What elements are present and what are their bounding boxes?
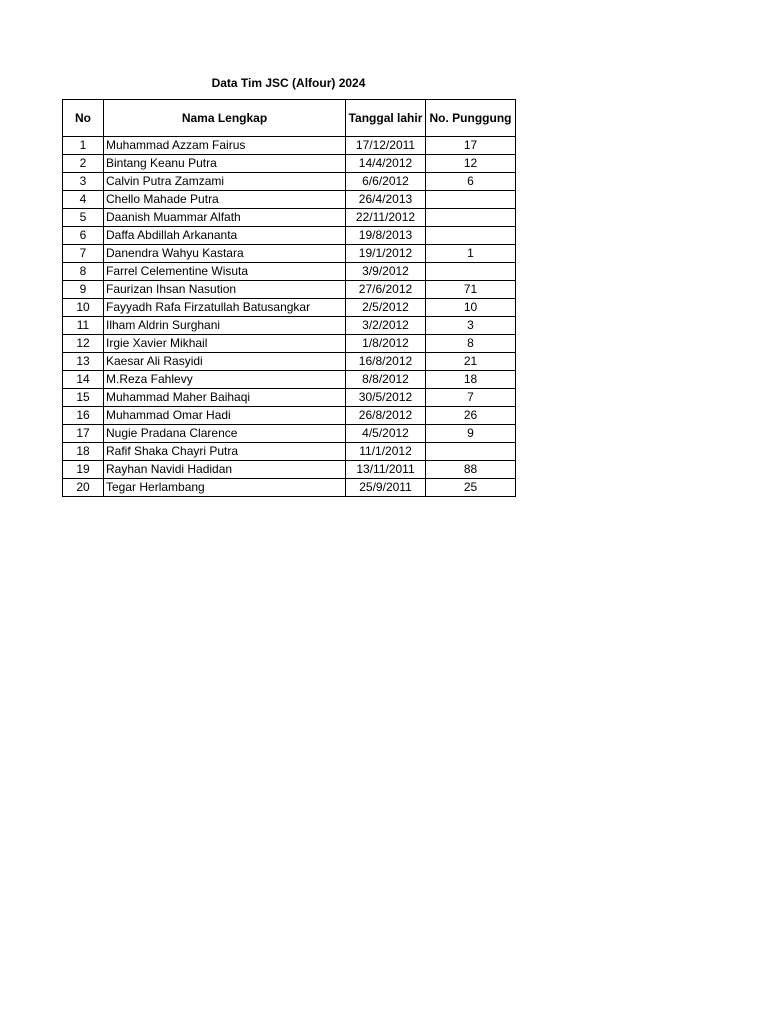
cell-no: 12	[63, 335, 104, 353]
table-body	[63, 137, 516, 497]
column-header-jersey-number: No. Punggung	[426, 100, 516, 137]
cell-no: 8	[63, 263, 104, 281]
cell-jersey-number: 17	[426, 137, 516, 155]
cell-birth-date: 11/1/2012	[346, 443, 426, 461]
cell-name: Calvin Putra Zamzami	[104, 173, 346, 191]
cell-no: 9	[63, 281, 104, 299]
cell-jersey-number: 3	[426, 317, 516, 335]
cell-name: Kaesar Ali Rasyidi	[104, 353, 346, 371]
table-row	[63, 335, 516, 353]
table-row	[63, 209, 516, 227]
cell-jersey-number: 71	[426, 281, 516, 299]
cell-jersey-number: 9	[426, 425, 516, 443]
cell-name: Rafif Shaka Chayri Putra	[104, 443, 346, 461]
cell-birth-date: 3/9/2012	[346, 263, 426, 281]
cell-name: Bintang Keanu Putra	[104, 155, 346, 173]
cell-birth-date: 1/8/2012	[346, 335, 426, 353]
cell-name: M.Reza Fahlevy	[104, 371, 346, 389]
cell-birth-date: 19/8/2013	[346, 227, 426, 245]
cell-name: Nugie Pradana Clarence	[104, 425, 346, 443]
cell-no: 3	[63, 173, 104, 191]
table-row	[63, 173, 516, 191]
cell-jersey-number	[426, 191, 516, 209]
table-row	[63, 389, 516, 407]
cell-jersey-number	[426, 443, 516, 461]
cell-jersey-number	[426, 209, 516, 227]
cell-jersey-number: 18	[426, 371, 516, 389]
cell-no: 20	[63, 479, 104, 497]
cell-name: Muhammad Azzam Fairus	[104, 137, 346, 155]
table-row	[63, 317, 516, 335]
cell-name: Muhammad Maher Baihaqi	[104, 389, 346, 407]
cell-birth-date: 4/5/2012	[346, 425, 426, 443]
cell-no: 2	[63, 155, 104, 173]
cell-no: 6	[63, 227, 104, 245]
cell-name: Farrel Celementine Wisuta	[104, 263, 346, 281]
cell-jersey-number: 88	[426, 461, 516, 479]
cell-name: Danendra Wahyu Kastara	[104, 245, 346, 263]
cell-no: 10	[63, 299, 104, 317]
document-title: Data Tim JSC (Alfour) 2024	[211, 76, 366, 90]
table-row	[63, 371, 516, 389]
cell-no: 1	[63, 137, 104, 155]
cell-no: 4	[63, 191, 104, 209]
table-row	[63, 155, 516, 173]
cell-jersey-number	[426, 263, 516, 281]
cell-name: Muhammad Omar Hadi	[104, 407, 346, 425]
cell-no: 17	[63, 425, 104, 443]
table-header-row	[63, 100, 516, 137]
cell-jersey-number: 25	[426, 479, 516, 497]
table-row	[63, 227, 516, 245]
cell-birth-date: 14/4/2012	[346, 155, 426, 173]
cell-no: 14	[63, 371, 104, 389]
cell-jersey-number: 21	[426, 353, 516, 371]
table-row	[63, 263, 516, 281]
cell-no: 19	[63, 461, 104, 479]
cell-birth-date: 25/9/2011	[346, 479, 426, 497]
column-header-birth-date: Tanggal lahir	[346, 100, 426, 137]
cell-jersey-number: 6	[426, 173, 516, 191]
cell-name: Daanish Muammar Alfath	[104, 209, 346, 227]
cell-name: Irgie Xavier Mikhail	[104, 335, 346, 353]
cell-jersey-number: 8	[426, 335, 516, 353]
table-row	[63, 461, 516, 479]
cell-birth-date: 2/5/2012	[346, 299, 426, 317]
column-header-name: Nama Lengkap	[104, 100, 346, 137]
cell-name: Faurizan Ihsan Nasution	[104, 281, 346, 299]
table-row	[63, 407, 516, 425]
cell-birth-date: 13/11/2011	[346, 461, 426, 479]
cell-no: 16	[63, 407, 104, 425]
team-roster-table	[62, 99, 516, 497]
cell-birth-date: 26/4/2013	[346, 191, 426, 209]
table-row	[63, 443, 516, 461]
cell-name: Ilham Aldrin Surghani	[104, 317, 346, 335]
table-row	[63, 425, 516, 443]
table-row	[63, 245, 516, 263]
cell-birth-date: 17/12/2011	[346, 137, 426, 155]
cell-jersey-number: 12	[426, 155, 516, 173]
cell-birth-date: 6/6/2012	[346, 173, 426, 191]
cell-birth-date: 27/6/2012	[346, 281, 426, 299]
table-row	[63, 353, 516, 371]
cell-name: Chello Mahade Putra	[104, 191, 346, 209]
cell-no: 5	[63, 209, 104, 227]
cell-no: 18	[63, 443, 104, 461]
column-header-no: No	[63, 100, 104, 137]
cell-birth-date: 30/5/2012	[346, 389, 426, 407]
cell-birth-date: 16/8/2012	[346, 353, 426, 371]
cell-birth-date: 8/8/2012	[346, 371, 426, 389]
table-row	[63, 479, 516, 497]
cell-no: 13	[63, 353, 104, 371]
cell-no: 15	[63, 389, 104, 407]
cell-jersey-number: 1	[426, 245, 516, 263]
cell-jersey-number: 7	[426, 389, 516, 407]
cell-no: 11	[63, 317, 104, 335]
table-row	[63, 281, 516, 299]
cell-no: 7	[63, 245, 104, 263]
cell-jersey-number: 10	[426, 299, 516, 317]
cell-name: Daffa Abdillah Arkananta	[104, 227, 346, 245]
cell-name: Fayyadh Rafa Firzatullah Batusangkar	[104, 299, 346, 317]
cell-birth-date: 3/2/2012	[346, 317, 426, 335]
cell-jersey-number: 26	[426, 407, 516, 425]
cell-name: Tegar Herlambang	[104, 479, 346, 497]
cell-birth-date: 22/11/2012	[346, 209, 426, 227]
cell-birth-date: 26/8/2012	[346, 407, 426, 425]
table-row	[63, 137, 516, 155]
cell-birth-date: 19/1/2012	[346, 245, 426, 263]
table-row	[63, 191, 516, 209]
cell-jersey-number	[426, 227, 516, 245]
table-row	[63, 299, 516, 317]
cell-name: Rayhan Navidi Hadidan	[104, 461, 346, 479]
